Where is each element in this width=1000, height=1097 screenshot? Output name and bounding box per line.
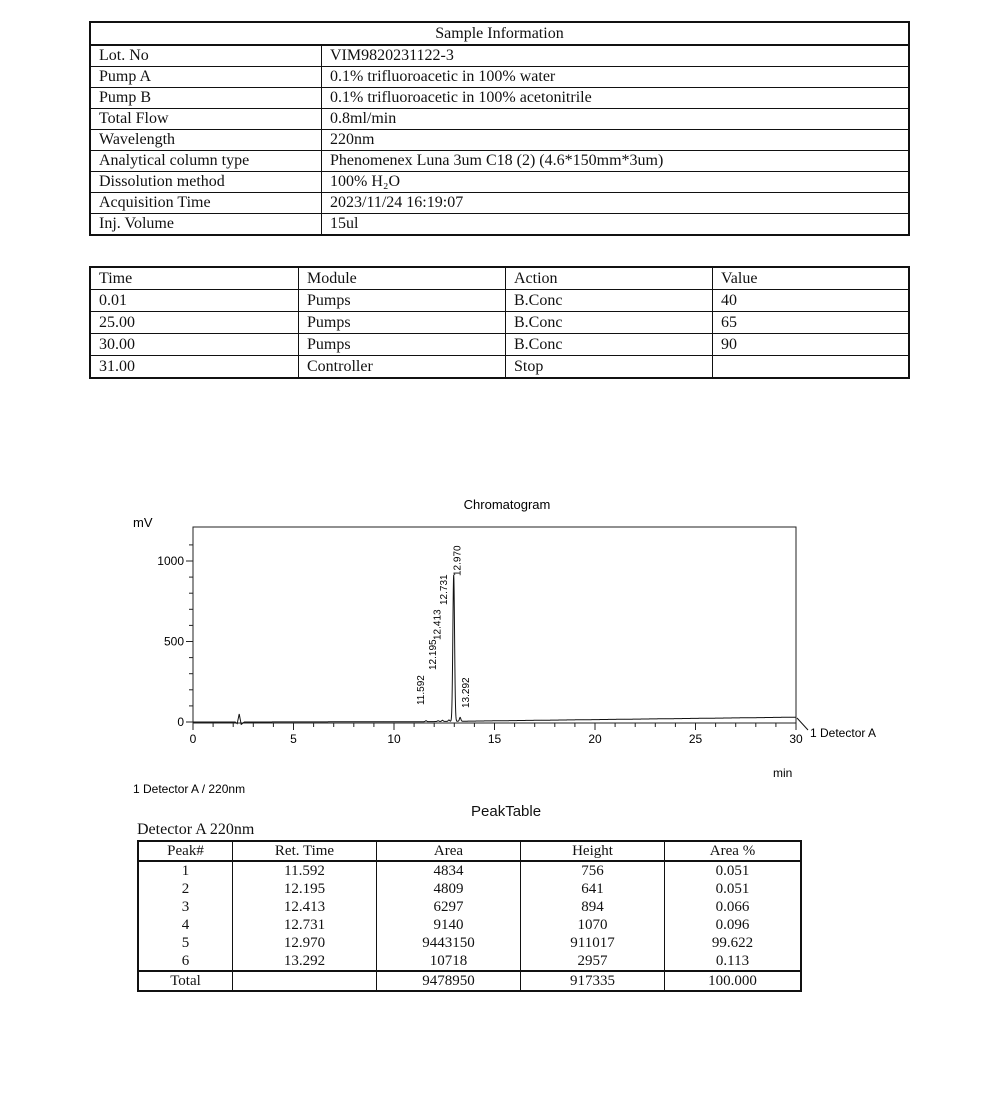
y-axis [157, 545, 193, 729]
header-module: Module [299, 267, 506, 290]
info-key: Acquisition Time [90, 193, 322, 214]
y-tick-label: 0 [177, 715, 184, 729]
pump-program-table [89, 266, 910, 379]
cell: 12.731 [233, 916, 377, 934]
cell: 2957 [521, 952, 665, 971]
cell: 31.00 [90, 356, 299, 379]
cell: 9478950 [377, 971, 521, 991]
info-key: Pump B [90, 88, 322, 109]
info-value: VIM9820231122-3 [322, 45, 910, 67]
cell: 12.413 [233, 898, 377, 916]
cell: 0.066 [665, 898, 802, 916]
cell: Pumps [299, 334, 506, 356]
cell: 6297 [377, 898, 521, 916]
info-value: 0.1% trifluoroacetic in 100% water [322, 67, 910, 88]
x-tick-label: 5 [290, 732, 297, 746]
info-key: Analytical column type [90, 151, 322, 172]
cell: 4809 [377, 880, 521, 898]
chart-caption: 1 Detector A / 220nm [133, 782, 246, 796]
peak-label: 12.731 [438, 574, 450, 605]
x-tick-label: 15 [487, 732, 502, 746]
table-row [90, 356, 909, 379]
header-area-percent: Area % [665, 841, 802, 861]
cell: 6 [138, 952, 233, 971]
cell: 40 [713, 290, 910, 312]
y-axis-label: mV [133, 515, 153, 530]
header-ret-time: Ret. Time [233, 841, 377, 861]
info-value: 0.8ml/min [322, 109, 910, 130]
cell: 9443150 [377, 934, 521, 952]
cell: 30.00 [90, 334, 299, 356]
sample-info-row [90, 151, 909, 172]
x-tick-label: 30 [789, 732, 803, 746]
info-value: 2023/11/24 16:19:07 [322, 193, 910, 214]
cell: 0.051 [665, 861, 802, 880]
cell: Pumps [299, 312, 506, 334]
table-row [90, 290, 909, 312]
header-value: Value [713, 267, 910, 290]
info-key: Wavelength [90, 130, 322, 151]
cell: 100.000 [665, 971, 802, 991]
sample-info-row [90, 214, 909, 236]
cell [233, 971, 377, 991]
cell: 25.00 [90, 312, 299, 334]
cell: 2 [138, 880, 233, 898]
plot-frame [193, 527, 796, 723]
cell: 0.096 [665, 916, 802, 934]
cell: 12.970 [233, 934, 377, 952]
table-row [138, 952, 801, 971]
sample-information-table [89, 21, 910, 236]
info-value: 15ul [322, 214, 910, 236]
peak-labels [416, 545, 472, 708]
info-value: 0.1% trifluoroacetic in 100% acetonitrile [322, 88, 910, 109]
cell: 65 [713, 312, 910, 334]
header-peak: Peak# [138, 841, 233, 861]
info-key: Pump A [90, 67, 322, 88]
cell: B.Conc [506, 290, 713, 312]
cell: 11.592 [233, 861, 377, 880]
table-row [138, 916, 801, 934]
info-key: Total Flow [90, 109, 322, 130]
cell: 9140 [377, 916, 521, 934]
y-tick-label: 500 [163, 634, 184, 649]
table-row [138, 934, 801, 952]
cell: 911017 [521, 934, 665, 952]
table-row [90, 334, 909, 356]
y-tick-label: 1000 [157, 554, 184, 568]
peak-label: 12.413 [432, 609, 444, 640]
sample-info-row [90, 67, 909, 88]
sample-info-row [90, 193, 909, 214]
cell: B.Conc [506, 312, 713, 334]
info-key: Dissolution method [90, 172, 322, 193]
peak-label: 12.970 [452, 545, 464, 576]
sample-info-row [90, 130, 909, 151]
x-tick-label: 20 [588, 732, 602, 746]
peak-table-header [138, 841, 801, 861]
cell: 5 [138, 934, 233, 952]
info-value: 220nm [322, 130, 910, 151]
legend-pointer [797, 718, 808, 730]
x-tick-label: 10 [387, 732, 401, 746]
table-row [138, 898, 801, 916]
peak-table [137, 840, 802, 992]
x-axis-label: min [773, 766, 793, 780]
cell: B.Conc [506, 334, 713, 356]
cell: Controller [299, 356, 506, 379]
x-tick-label: 0 [189, 732, 197, 746]
cell: 0.051 [665, 880, 802, 898]
cell: 4834 [377, 861, 521, 880]
info-key: Inj. Volume [90, 214, 322, 236]
cell: 4 [138, 916, 233, 934]
cell: 10718 [377, 952, 521, 971]
cell: 13.292 [233, 952, 377, 971]
sample-info-row [90, 109, 909, 130]
cell: 90 [713, 334, 910, 356]
total-row [138, 971, 801, 991]
cell: 1 [138, 861, 233, 880]
cell: 0.113 [665, 952, 802, 971]
header-time: Time [90, 267, 299, 290]
peak-label: 11.592 [415, 675, 427, 705]
cell [713, 356, 910, 379]
peak-table-title: PeakTable [471, 803, 542, 820]
cell: 3 [138, 898, 233, 916]
table-row [138, 880, 801, 898]
cell: Pumps [299, 290, 506, 312]
chart-title: Chromatogram [463, 497, 551, 512]
sample-information-title: Sample Information [90, 22, 909, 45]
info-key: Lot. No [90, 45, 322, 67]
peak-label: 13.292 [461, 677, 473, 708]
table-row [138, 861, 801, 880]
cell: 12.195 [233, 880, 377, 898]
cell: Total [138, 971, 233, 991]
peak-label: 12.195 [428, 639, 440, 670]
cell: 894 [521, 898, 665, 916]
x-axis [190, 723, 803, 746]
chromatogram-trace [193, 575, 796, 725]
chromatogram-chart [0, 480, 1000, 810]
table-row [90, 312, 909, 334]
header-height: Height [521, 841, 665, 861]
cell: Stop [506, 356, 713, 379]
cell: 0.01 [90, 290, 299, 312]
cell: 756 [521, 861, 665, 880]
cell: 917335 [521, 971, 665, 991]
detector-label: Detector A 220nm [137, 821, 255, 838]
pump-program-header [90, 267, 909, 290]
info-value: 100% H₂O [322, 172, 910, 193]
info-value: Phenomenex Luna 3um C18 (2) (4.6*150mm*3um) [322, 151, 910, 172]
header-action: Action [506, 267, 713, 290]
sample-info-row [90, 88, 909, 109]
cell: 1070 [521, 916, 665, 934]
header-area: Area [377, 841, 521, 861]
sample-info-row [90, 45, 909, 67]
x-tick-label: 25 [688, 732, 703, 746]
sample-info-row [90, 172, 909, 193]
legend-label: 1 Detector A [810, 726, 877, 740]
cell: 99.622 [665, 934, 802, 952]
cell: 641 [521, 880, 665, 898]
